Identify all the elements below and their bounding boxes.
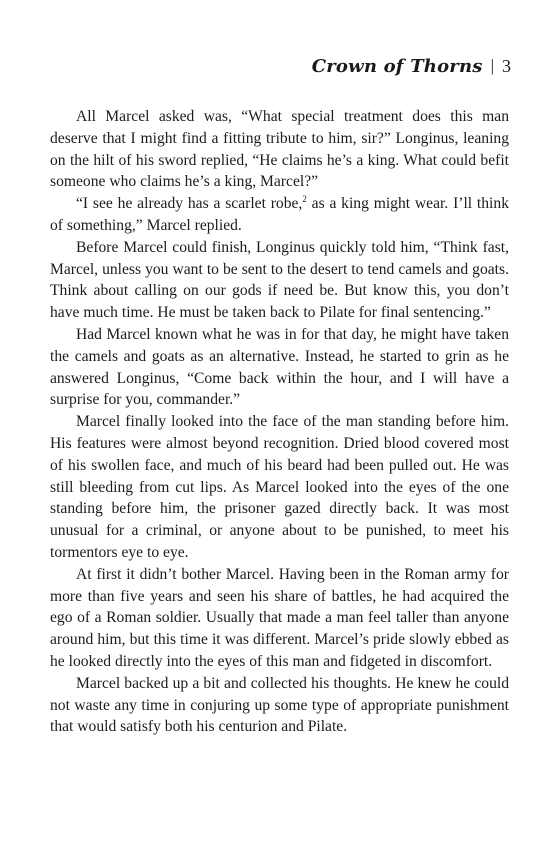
paragraph: Had Marcel known what he was in for that day, he might have taken the camels and goats as an alternative. Instead, he started to grin as he answered Longinus, “Come back within the hour, and I will have a surprise for you, commander.”	[50, 325, 509, 409]
paragraph: Before Marcel could finish, Longinus quickly told him, “Think fast, Marcel, unless you want to be sent to the desert to tend camels and goats. Think about calling on our gods if need be. But know this, you don’t have much time. He must be taken back to Pilate for final sentencing.”	[50, 238, 509, 322]
running-header	[312, 54, 511, 79]
paragraph-text: “I see he already has a scarlet robe,	[76, 195, 303, 213]
body-text	[50, 106, 509, 738]
page-number: 3	[502, 56, 511, 76]
footnote-reference: 2	[302, 194, 307, 205]
paragraph: Marcel backed up a bit and collected his thoughts. He knew he could not waste any time in conjuring up some type of appropriate punishment that would satisfy both his centurion and Pilate.	[50, 674, 509, 736]
paragraph: Marcel finally looked into the face of the man standing before him. His features were almost beyond recognition. Dried blood covered most of his swollen face, and much of his beard had been pulled out. He was still bleeding from cut lips. As Marcel looked into the eyes of the one standing before him, the prisoner gazed directly back. It was most unusual for a criminal, or anyone about to be punished, to meet his tormentors eye to eye.	[50, 413, 509, 561]
book-title: Crown of Thorns	[311, 56, 483, 77]
paragraph-text: as a king might wear. I’ll think of something,” Marcel replied.	[50, 195, 509, 234]
header-separator: |	[490, 56, 494, 75]
paragraph	[50, 193, 509, 237]
paragraph: At first it didn’t bother Marcel. Having been in the Roman army for more than five years and seen his share of battles, he had acquired the ego of a Roman soldier. Usually that made a man feel taller than anyone around him, but this time it was different. Marcel’s pride slowly ebbed as he looked directly into the eyes of this man and fidgeted in discomfort.	[50, 565, 509, 670]
paragraph: All Marcel asked was, “What special treatment does this man deserve that I might find a fitting tribute to him, sir?” Longinus, leaning on the hilt of his sword replied, “He claims he’s a king. What could befit someone who claims he’s a king, Marcel?”	[50, 108, 509, 191]
